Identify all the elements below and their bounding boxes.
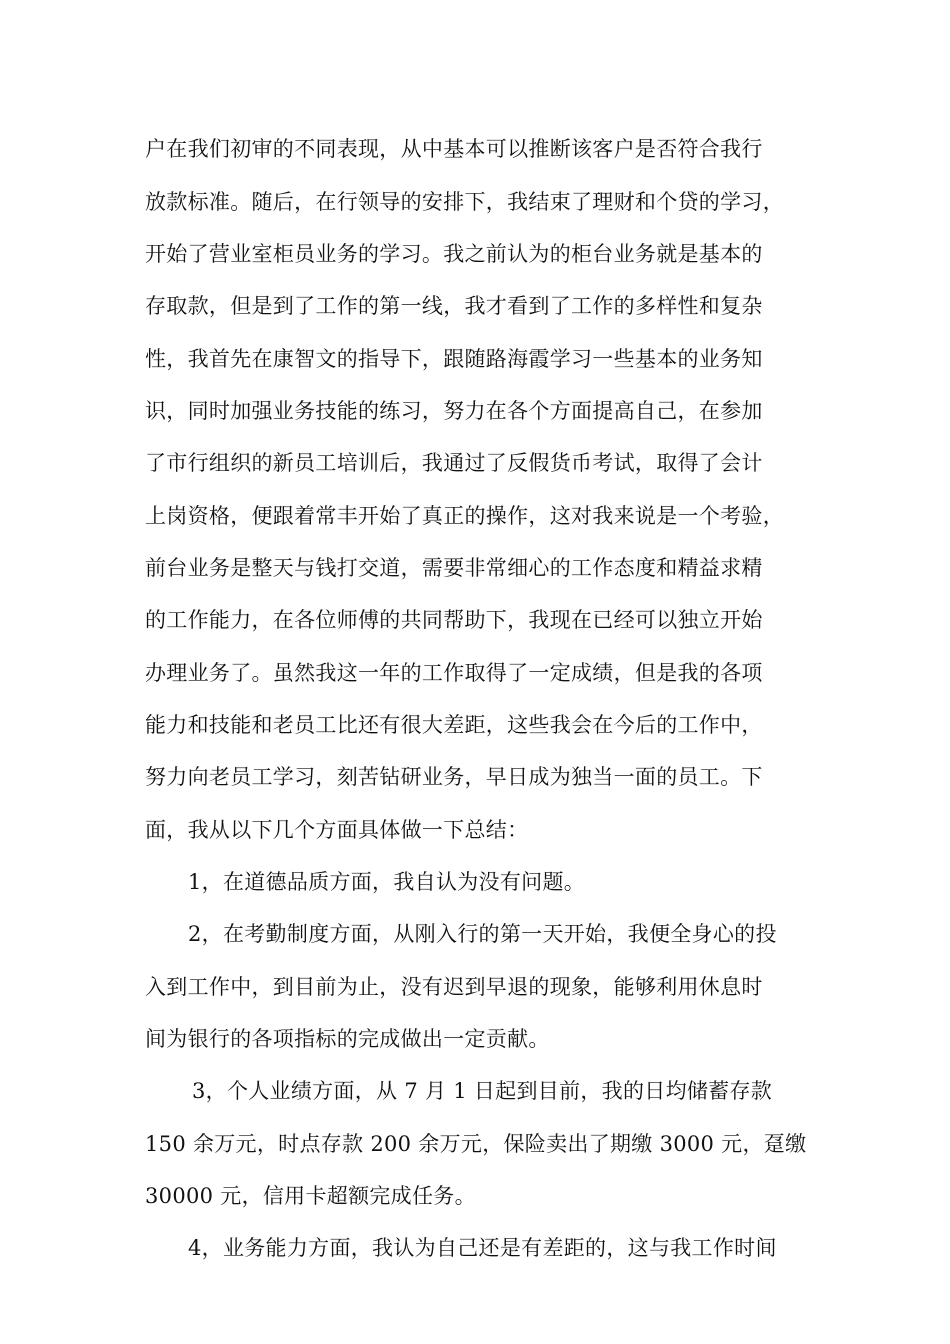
text-line: 放款标准。随后，在行领导的安排下，我结束了理财和个贷的学习，: [145, 190, 784, 214]
text-line: 面，我从以下几个方面具体做一下总结：: [145, 818, 529, 842]
text-line: 性，我首先在康智文的指导下，跟随路海霞学习一些基本的业务知: [145, 347, 763, 371]
text-line: 3，个人业绩方面，从 7 月 1 日起到目前，我的日均储蓄存款: [192, 1079, 773, 1103]
text-line: 上岗资格，便跟着常丰开始了真正的操作，这对我来说是一个考验，: [145, 504, 784, 528]
text-line: 2，在考勤制度方面，从刚入行的第一天开始，我便全身心的投: [188, 922, 777, 946]
text-line: 30000 元，信用卡超额完成任务。: [145, 1184, 476, 1208]
text-line: 间为银行的各项指标的完成做出一定贡献。: [145, 1027, 550, 1051]
text-line: 户在我们初审的不同表现，从中基本可以推断该客户是否符合我行: [145, 137, 763, 161]
text-line: 努力向老员工学习，刻苦钻研业务，早日成为独当一面的员工。下: [145, 765, 763, 789]
text-line: 入到工作中，到目前为止，没有迟到早退的现象，能够利用休息时: [145, 975, 763, 999]
text-line: 前台业务是整天与钱打交道，需要非常细心的工作态度和精益求精: [145, 556, 763, 580]
text-line: 办理业务了。虽然我这一年的工作取得了一定成绩，但是我的各项: [145, 661, 763, 685]
text-line: 4，业务能力方面，我认为自己还是有差距的，这与我工作时间: [188, 1236, 777, 1260]
text-line: 存取款，但是到了工作的第一线，我才看到了工作的多样性和复杂: [145, 294, 763, 318]
text-line: 了市行组织的新员工培训后，我通过了反假货币考试，取得了会计: [145, 451, 763, 475]
text-line: 150 余万元，时点存款 200 余万元，保险卖出了期缴 3000 元，趸缴: [145, 1132, 807, 1156]
text-line: 识，同时加强业务技能的练习，努力在各个方面提高自己，在参加: [145, 399, 763, 423]
text-line: 能力和技能和老员工比还有很大差距，这些我会在今后的工作中，: [145, 713, 763, 737]
text-line: 1，在道德品质方面，我自认为没有问题。: [188, 870, 586, 894]
text-line: 开始了营业室柜员业务的学习。我之前认为的柜台业务就是基本的: [145, 242, 763, 266]
text-line: 的工作能力，在各位师傅的共同帮助下，我现在已经可以独立开始: [145, 608, 763, 632]
